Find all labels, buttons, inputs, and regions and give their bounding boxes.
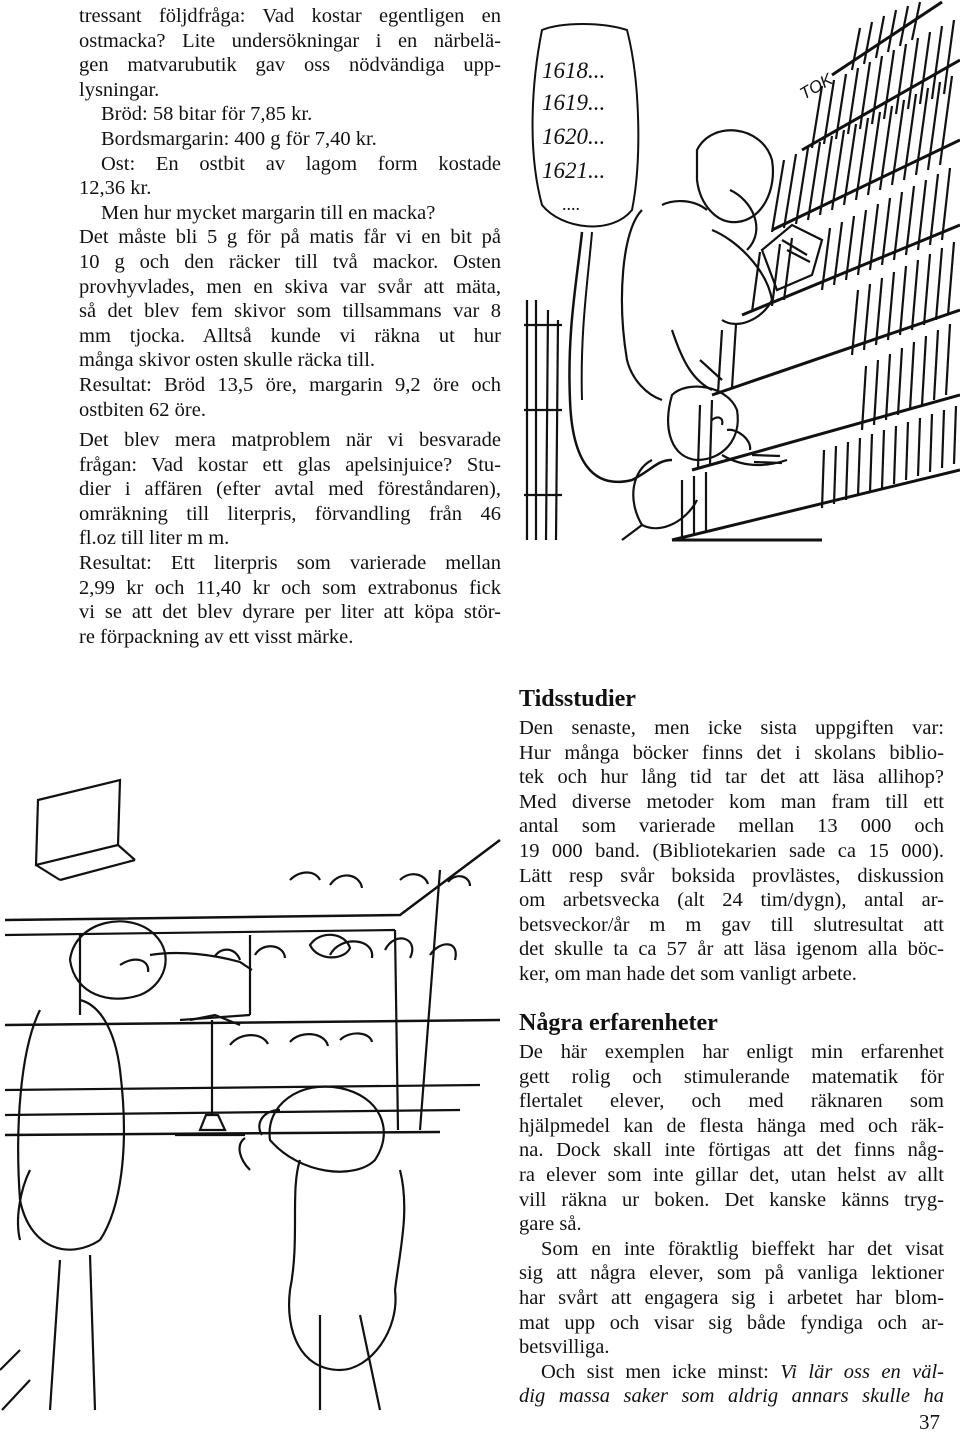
text-line: tek och hur lång tid tar det att läsa allihop?: [519, 766, 944, 789]
text-line: Ost: En ostbit av lagom form kostade: [101, 152, 501, 175]
text-line: 2,99 kr och 11,40 kr och som extrabonus fick: [79, 576, 501, 599]
text-line: Det blev mera matproblem när vi besvarade: [79, 429, 501, 451]
left-column-paragraph-2: [79, 428, 501, 649]
text-italic: dig massa saker som aldrig annars skulle ha: [519, 1385, 944, 1408]
customer-right-icon: [240, 1087, 405, 1410]
text-line: mm tjocka. Alltså kunde vi räkna ut hur: [79, 324, 501, 347]
text-line: Bröd: 58 bitar för 7,85 kr.: [101, 103, 313, 126]
text-italic: Vi lär oss en väl-: [780, 1360, 944, 1383]
section-tidsstudier: [519, 684, 944, 987]
adult-reader-icon: [622, 130, 822, 400]
text-line: Men hur mycket margarin till en macka?: [101, 201, 436, 224]
text-line: De här exemplen har enligt min erfarenhet: [519, 1041, 944, 1063]
counter-label: 1619...: [542, 90, 606, 115]
text-line: vi se att det blev dyrare per liter att köpa stör-: [79, 601, 501, 624]
text-line: 10 g och den räcker till två mackor. Osten: [79, 250, 501, 273]
text-line: Hur många böcker finns det i skolans biblio-: [519, 741, 944, 764]
text-line: na. Dock skall inte förtigas att det finns någ-: [519, 1139, 944, 1162]
text-line: gen matvarubutik gav oss nödvändiga upp-: [79, 54, 501, 77]
text-line: [519, 1384, 944, 1409]
text-line: Resultat: Bröd 13,5 öre, margarin 9,2 öre och: [79, 373, 501, 396]
text-line: betsveckor/år m m gav till slutresultat att: [519, 913, 944, 936]
text-line: Lätt resp svår boksida provlästes, diskussion: [519, 864, 944, 887]
text-line: har svårt att engagera sig i arbetet har blom-: [519, 1286, 944, 1309]
kitchen-scale-icon: [175, 1015, 250, 1135]
text-line: lysningar.: [79, 78, 160, 101]
text-line: många skivor osten skulle räcka till.: [79, 349, 376, 372]
text-line: Det måste bli 5 g för på matis får vi en bit på: [79, 226, 501, 249]
counter-label: 1618...: [542, 58, 606, 83]
text-line: re förpackning av ett visst märke.: [79, 625, 354, 648]
text-line: ostbiten 62 öre.: [79, 398, 206, 421]
page-number: 37: [919, 1410, 940, 1434]
text-line: sig att några elever, som på vanliga lektioner: [519, 1262, 944, 1285]
text-line: Resultat: Ett literpris som varierade mellan: [79, 551, 501, 574]
text-line: ra elever som inte gillar det, utan helst av allt: [519, 1163, 944, 1186]
text-line: ker, om man hade det som vanligt arbete.: [519, 962, 857, 985]
text-line: vill räkna ur boken. Det kanske känns tryg-: [519, 1188, 944, 1211]
section-heading: Tidsstudier: [519, 686, 636, 712]
text-line: ostmacka? Lite undersökningar i en närbelä-: [79, 29, 501, 52]
section-heading: Några erfarenheter: [519, 1010, 718, 1036]
library-cartoon-icon: [522, 0, 960, 545]
section-erfarenheter: [519, 1008, 944, 1409]
text-line: så det blev fem skivor som tillsammans var 8: [79, 300, 501, 323]
text-line: dier i affären (efter avtal med föreståndaren),: [79, 478, 501, 501]
text-line: 12,36 kr.: [79, 177, 152, 200]
text-line: [519, 1360, 944, 1385]
text-line: frågan: Vad kostar ett glas apelsinjuice? Stu-: [79, 453, 501, 476]
text-line: Den senaste, men icke sista uppgiften var:: [519, 717, 944, 739]
counter-label: 1620...: [542, 124, 606, 149]
shop-counter-cartoon-icon: [0, 770, 505, 1430]
text-line: Med diverse metoder kom man fram till ett: [519, 790, 944, 813]
counter-label: ....: [562, 194, 580, 214]
text-line: provhyvlades, men en skiva var svår att mäta,: [79, 275, 501, 298]
text-line: Som en inte föraktlig bieffekt har det visat: [541, 1237, 944, 1260]
text-line: gett rolig och stimulerande matematik för: [519, 1065, 944, 1088]
text-line: tressant följdfråga: Vad kostar egentligen en: [79, 5, 501, 27]
shelf-sign-label: TOK: [796, 69, 836, 104]
text-line: mat upp och visar sig både fyndiga och ar-: [519, 1311, 944, 1334]
text-line: 19 000 band. (Bibliotekarien sade ca 15 000).: [519, 839, 944, 862]
text-line: Bordsmargarin: 400 g för 7,40 kr.: [101, 127, 377, 150]
text-line: fl.oz till liter m m.: [79, 527, 230, 550]
text-line: gare så.: [519, 1213, 582, 1236]
text-line: flertalet elever, och med räknaren som: [519, 1090, 944, 1113]
display-counter-icon: [5, 840, 500, 1135]
text-line: hjälpmedel kan de flesta hänga med och räk-: [519, 1114, 944, 1137]
text-line: det skulle ta ca 57 år att läsa igenom alla böc-: [519, 938, 944, 961]
text-line: betsvilliga.: [519, 1336, 610, 1359]
text-line: om arbetsvecka (alt 24 tim/dygn), antal ar-: [519, 889, 944, 912]
text-line: omräkning till literpris, förvandling från 46: [79, 502, 501, 525]
text-plain: Och sist men icke minst:: [541, 1360, 781, 1383]
customer-left-icon: [18, 921, 252, 1410]
counter-label: 1621...: [542, 158, 606, 183]
text-line: antal som varierade mellan 13 000 och: [519, 815, 944, 838]
left-column-paragraph-1: [79, 4, 501, 422]
price-sign-icon: [36, 780, 135, 880]
